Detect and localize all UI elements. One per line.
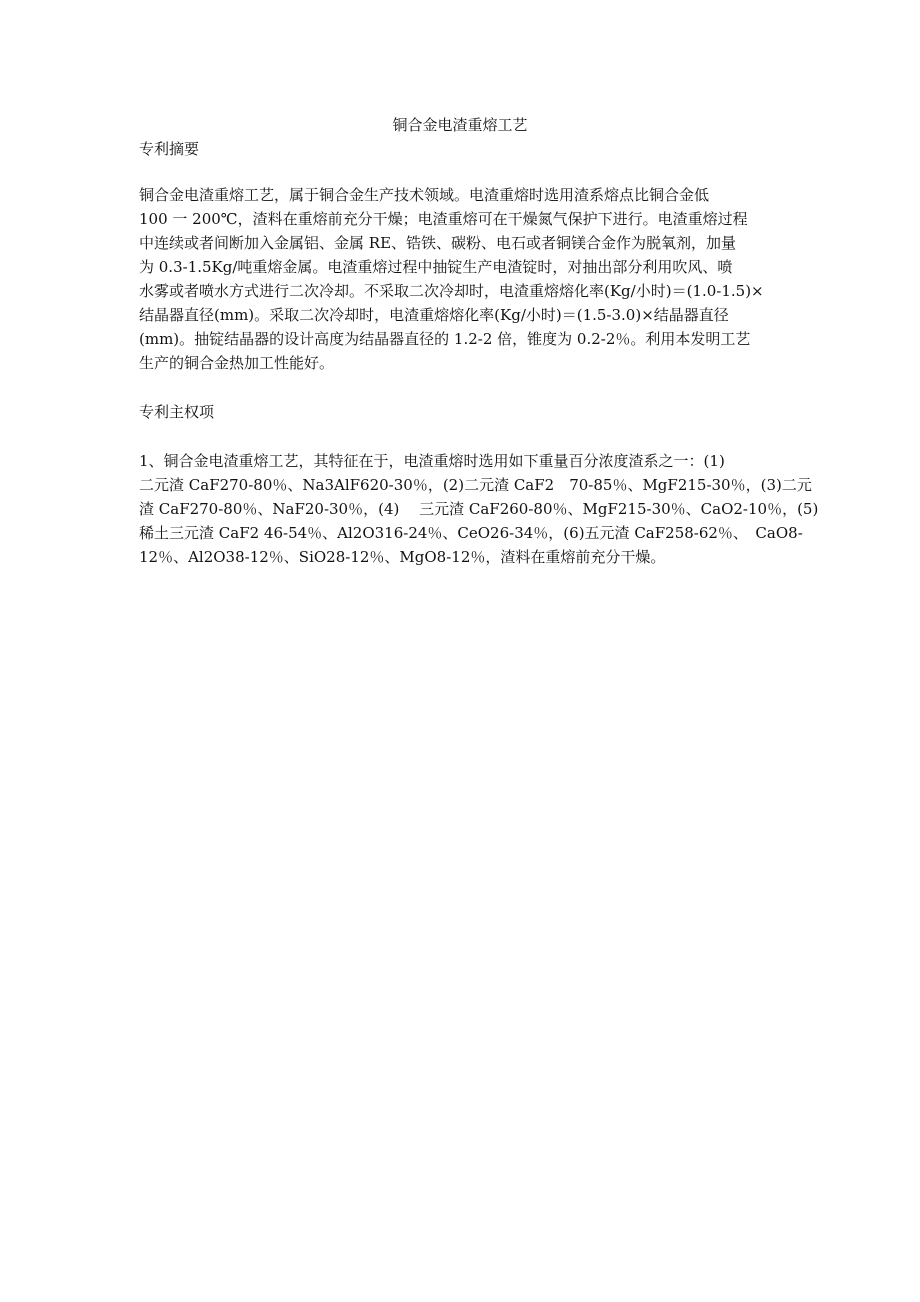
claims-line: 渣 CaF270-80％、NaF20-30％，(4) 三元渣 CaF260-80％、MgF215-30％、CaO2-10％，(5) xyxy=(139,500,819,518)
claims-line: 二元渣 CaF270-80％、Na3AlF620-30％，(2)二元渣 CaF2 70-85％、MgF215-30％，(3)二元 xyxy=(139,476,812,494)
abstract-line: 为 0.3-1.5Kg/吨重熔金属。电渣重熔过程中抽锭生产电渣锭时，对抽出部分利用吹风、喷 xyxy=(139,258,733,276)
claims-heading: 专利主权项 xyxy=(139,403,215,421)
document-title: 铜合金电渣重熔工艺 xyxy=(392,116,528,134)
abstract-paragraph xyxy=(139,183,799,375)
abstract-line: (mm)。抽锭结晶器的设计高度为结晶器直径的 1.2-2 倍，锥度为 0.2-2％。利用本发明工艺 xyxy=(139,330,751,348)
abstract-line: 中连续或者间断加入金属铝、金属 RE、锆铁、碳粉、电石或者铜镁合金作为脱氧剂，加量 xyxy=(139,234,737,252)
claims-paragraph xyxy=(139,449,819,569)
claims-line: 稀土三元渣 CaF2 46-54％、Al2O316-24％、CeO26-34％，(6)五元渣 CaF258-62％、 CaO8- xyxy=(139,524,803,542)
claims-line: 1、铜合金电渣重熔工艺，其特征在于，电渣重熔时选用如下重量百分浓度渣系之一：(1) xyxy=(139,452,725,470)
abstract-line: 100 一 200℃，渣料在重熔前充分干燥；电渣重熔可在干燥氮气保护下进行。电渣重熔过程 xyxy=(139,210,748,228)
abstract-line: 生产的铜合金热加工性能好。 xyxy=(139,354,335,372)
claims-line: 12％、Al2O38-12％、SiO28-12％、MgO8-12％，渣料在重熔前充分干燥。 xyxy=(139,548,666,566)
abstract-heading: 专利摘要 xyxy=(139,140,200,158)
abstract-line: 水雾或者喷水方式进行二次冷却。不采取二次冷却时，电渣重熔熔化率(Kg/小时)＝(1.0-1.5)× xyxy=(139,282,764,300)
abstract-line: 结晶器直径(mm)。采取二次冷却时，电渣重熔熔化率(Kg/小时)＝(1.5-3.0)×结晶器直径 xyxy=(139,306,729,324)
abstract-line: 铜合金电渣重熔工艺，属于铜合金生产技术领域。电渣重熔时选用渣系熔点比铜合金低 xyxy=(139,186,710,204)
